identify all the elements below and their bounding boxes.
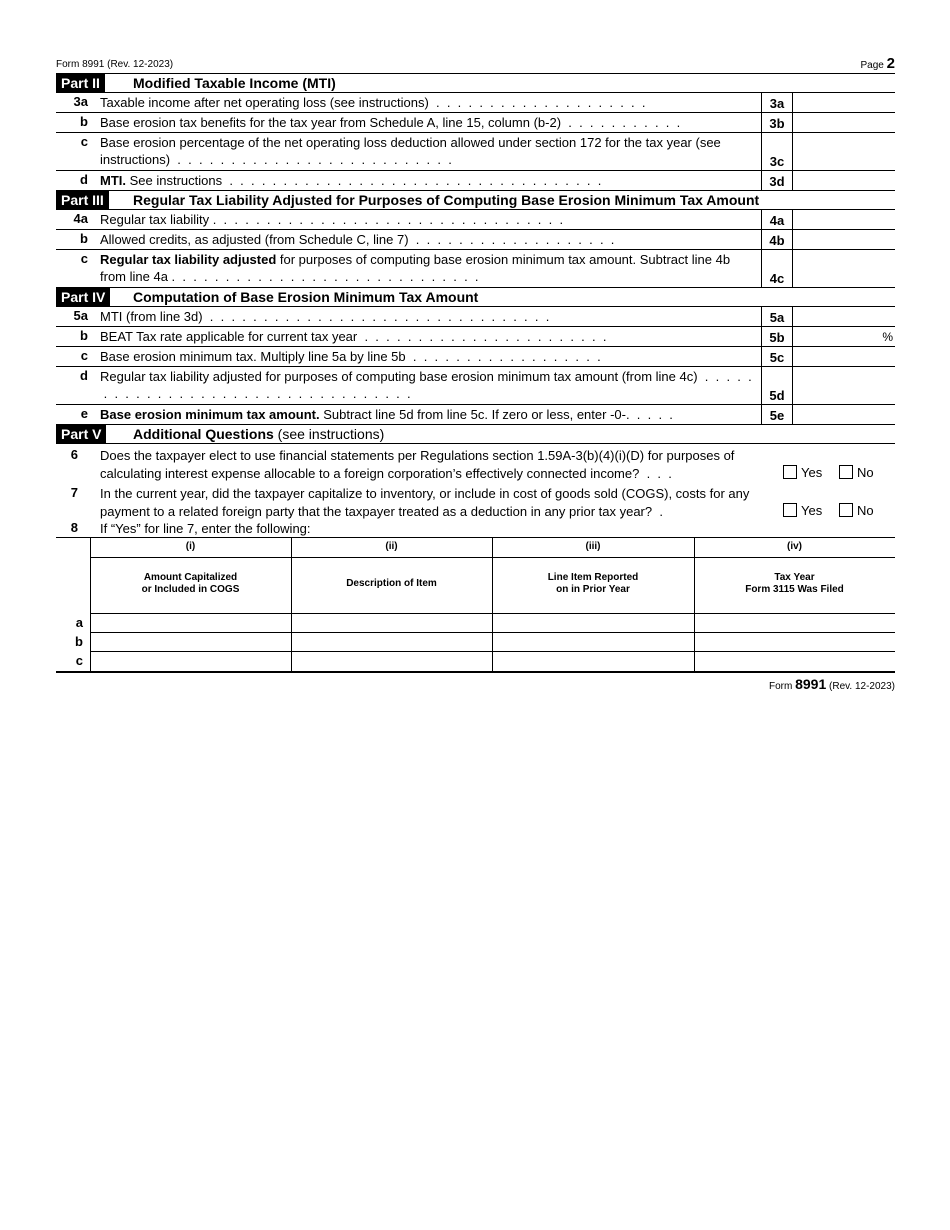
line-4a-desc: Regular tax liability . . . . . . . . . . . . . . . . . . . . . . . . . . . . . . . . . [100, 212, 564, 227]
line-4c-desc: Regular tax liability adjusted for purposes of computing base erosion minimum tax amount. Subtract line 4b from line 4a . . . . . . . . . . . . . . . . . . . . . . . . . . . . . [100, 252, 731, 284]
col-iv-label: (iv) [787, 541, 802, 552]
line-5a: 5a MTI (from line 3d) . . . . . . . . . . . . . . . . . . . . . . . . . . . . . . . . 5a [56, 307, 895, 327]
part-ii-title: Modified Taxable Income (MTI) [133, 75, 336, 91]
part-iii-tag: Part III [56, 191, 109, 209]
checkbox-7-yes[interactable] [783, 503, 797, 517]
question-6-text: Does the taxpayer elect to use financial statements per Regulations section 1.59A-3(b)(4)(i)(D) for purposes of calculating interest expense allocable to a foreign corporation’s effectively connected income? . . . [100, 448, 735, 481]
line-5e: e Base erosion minimum tax amount. Subtract line 5d from line 5c. If zero or less, enter -0-. . . . . 5e [56, 405, 895, 425]
line-5d-amount[interactable] [792, 367, 895, 404]
part-v-header [56, 425, 895, 444]
line-4b-desc: Allowed credits, as adjusted (from Schedule C, line 7) . . . . . . . . . . . . . . . . . . . [100, 232, 615, 247]
line-3d-desc: MTI. See instructions . . . . . . . . . . . . . . . . . . . . . . . . . . . . . . . . . . . [100, 173, 602, 188]
line-3b: b Base erosion tax benefits for the tax year from Schedule A, line 15, column (b-2) . . . . . . . . . . . 3b [56, 113, 895, 133]
part-v-title: Additional Questions (see instructions) [133, 426, 385, 442]
line-4a: 4a Regular tax liability . . . . . . . . . . . . . . . . . . . . . . . . . . . . . . . . . 4a [56, 210, 895, 230]
row-a-label: a [75, 615, 83, 630]
line-8-table [56, 537, 895, 673]
question-7-text: In the current year, did the taxpayer capitalize to inventory, or include in cost of goods sold (COGS), costs for any payment to a related foreign party that the taxpayer treated as a deduction in any prior tax year? . [100, 486, 750, 519]
col-i-header: Amount Capitalized or Included in COGS [141, 572, 240, 595]
question-6-yes[interactable]: Yes [783, 465, 822, 480]
col-i-label: (i) [185, 541, 196, 552]
part-ii-header [56, 74, 895, 93]
line-4c-amount[interactable] [792, 250, 895, 287]
page-number: Page 2 [860, 55, 895, 72]
line-5a-desc: MTI (from line 3d) . . . . . . . . . . . . . . . . . . . . . . . . . . . . . . . . [100, 309, 550, 324]
line-5b: b BEAT Tax rate applicable for current tax year . . . . . . . . . . . . . . . . . . . . . . . 5b % [56, 327, 895, 347]
line-5e-desc: Base erosion minimum tax amount. Subtract line 5d from line 5c. If zero or less, enter -0-. . . . . [100, 407, 673, 422]
part-iii-title: Regular Tax Liability Adjusted for Purposes of Computing Base Erosion Minimum Tax Amount [133, 192, 760, 208]
form-page [56, 56, 895, 692]
part-ii-tag: Part II [56, 74, 105, 92]
question-8: 8 If “Yes” for line 7, enter the following: [56, 520, 895, 537]
percent-sign: % [882, 330, 893, 344]
line-3c-desc: Base erosion percentage of the net operating loss deduction allowed under section 172 for the tax year (see instructions) . . . . . . . . . . . . . . . . . . . . . . . . . . [100, 135, 721, 167]
col-iv-header: Tax Year Form 3115 Was Filed [745, 572, 844, 595]
question-8-text: If “Yes” for line 7, enter the following: [100, 521, 311, 536]
col-ii-header: Description of Item [346, 578, 437, 589]
line-4a-amount[interactable] [792, 210, 895, 229]
checkbox-6-yes[interactable] [783, 465, 797, 479]
checkbox-6-no[interactable] [839, 465, 853, 479]
col-ii-label: (ii) [385, 541, 398, 552]
line-4b: b Allowed credits, as adjusted (from Schedule C, line 7) . . . . . . . . . . . . . . . . . . . 4b [56, 230, 895, 250]
line-3a-amount[interactable] [792, 93, 895, 112]
line-3c-amount[interactable] [792, 133, 895, 170]
line-3a: 3a Taxable income after net operating loss (see instructions) . . . . . . . . . . . . . . . . . . . . 3a [56, 93, 895, 113]
line-5e-amount[interactable] [792, 405, 895, 424]
question-7-no[interactable]: No [839, 503, 874, 518]
line-3b-desc: Base erosion tax benefits for the tax year from Schedule A, line 15, column (b-2) . . . . . . . . . . . [100, 115, 681, 130]
line-4c: c Regular tax liability adjusted for purposes of computing base erosion minimum tax amount. Subtract line 4b from line 4a . . . . . . . . . . . . . . . . . . . . . . . . . . . . . 4c [56, 250, 895, 288]
part-iii-header [56, 191, 895, 210]
row-b-label: b [75, 634, 83, 649]
line-4b-amount[interactable] [792, 230, 895, 249]
part-v-tag: Part V [56, 425, 106, 443]
line-5c: c Base erosion minimum tax. Multiply line 5a by line 5b . . . . . . . . . . . . . . . . . . 5c [56, 347, 895, 367]
line-5c-desc: Base erosion minimum tax. Multiply line 5a by line 5b . . . . . . . . . . . . . . . . . . [100, 349, 601, 364]
row-c-label: c [75, 653, 83, 668]
question-6-no[interactable]: No [839, 465, 874, 480]
part-iv-title: Computation of Base Erosion Minimum Tax Amount [133, 289, 479, 305]
line-3d-amount[interactable] [792, 171, 895, 190]
form-revision: Form 8991 (Rev. 12-2023) [56, 59, 174, 70]
question-7: 7 In the current year, did the taxpayer capitalize to inventory, or include in cost of goods sold (COGS), costs for any payment to a related foreign party that the taxpayer treated as a deduction in any prior tax year? . Yes No [70, 485, 874, 519]
col-iii-header: Line Item Reported on in Prior Year [547, 572, 639, 595]
question-7-yes[interactable]: Yes [783, 503, 822, 518]
question-6: 6 Does the taxpayer elect to use financial statements per Regulations section 1.59A-3(b)(4)(i)(D) for purposes of calculating interest expense allocable to a foreign corporation’s effectively connected income? . . . Yes No [70, 447, 874, 481]
col-iii-label: (iii) [585, 541, 601, 552]
part-iv-tag: Part IV [56, 288, 110, 306]
line-3a-desc: Taxable income after net operating loss (see instructions) . . . . . . . . . . . . . . . . . . . . [100, 95, 646, 110]
line-5c-amount[interactable] [792, 347, 895, 366]
line-5d-desc: Regular tax liability adjusted for purposes of computing base erosion minimum tax amount (from line 4c) . . . . . . . . . . . . . . . . . . . . . . . . . . . . . . . . . . [100, 369, 752, 401]
part-iv-header [56, 288, 895, 307]
line-5b-desc: BEAT Tax rate applicable for current tax year . . . . . . . . . . . . . . . . . . . . . . . [100, 329, 607, 344]
line-3d: d MTI. See instructions . . . . . . . . . . . . . . . . . . . . . . . . . . . . . . . . . . . 3d [56, 171, 895, 191]
page-header [56, 56, 895, 74]
line-3b-amount[interactable] [792, 113, 895, 132]
page-footer: Form 8991 (Rev. 12-2023) [768, 676, 895, 692]
line-5a-amount[interactable] [792, 307, 895, 326]
checkbox-7-no[interactable] [839, 503, 853, 517]
line-3c: c Base erosion percentage of the net operating loss deduction allowed under section 172 for the tax year (see instructions) . . . . . . . . . . . . . . . . . . . . . . . . . . 3c [56, 133, 895, 171]
line-5d: d Regular tax liability adjusted for purposes of computing base erosion minimum tax amount (from line 4c) . . . . . . . . . . . . . . . . . . . . . . . . . . . . . . . . . . 5d [56, 367, 895, 405]
line-5b-amount[interactable] [792, 327, 895, 346]
